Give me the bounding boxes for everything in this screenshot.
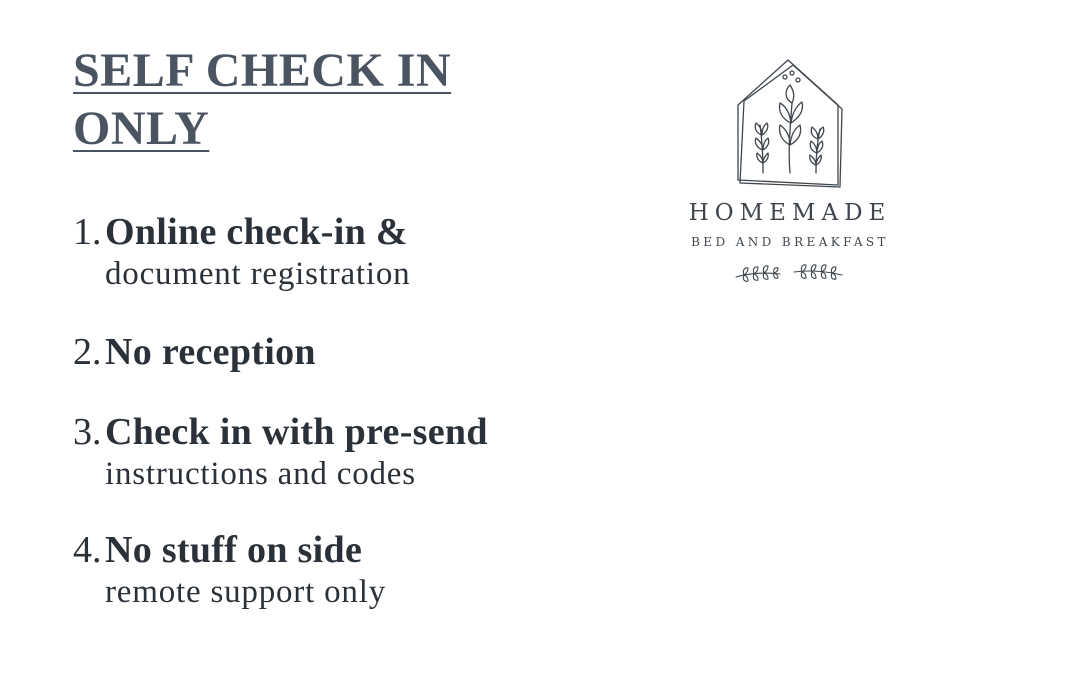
step-title: Online check-in & (105, 211, 408, 253)
step-title: Check in with pre-send (105, 411, 488, 453)
brand-name: HOMEMADE (688, 200, 892, 226)
step-item-online-checkin (73, 210, 410, 294)
step-number: 2. (73, 331, 102, 373)
brand-logo (660, 55, 920, 295)
step-subtitle: instructions and codes (105, 456, 416, 492)
step-item-remote-support (73, 528, 386, 612)
step-title: No reception (105, 331, 316, 373)
step-number: 3. (73, 411, 102, 453)
page-title: SELF CHECK IN ONLY (73, 44, 452, 155)
house-botanical-icon (730, 55, 850, 190)
step-subtitle: remote support only (105, 574, 386, 610)
step-number: 1. (73, 211, 102, 253)
step-item-check-in-codes (73, 410, 488, 494)
brand-tagline: BED AND BREAKFAST (691, 235, 889, 249)
step-subtitle: document registration (105, 256, 411, 292)
step-item-no-reception (73, 330, 316, 374)
step-number: 4. (73, 529, 102, 571)
laurel-sprig-icon (730, 260, 850, 290)
step-title: No stuff on side (105, 529, 363, 571)
